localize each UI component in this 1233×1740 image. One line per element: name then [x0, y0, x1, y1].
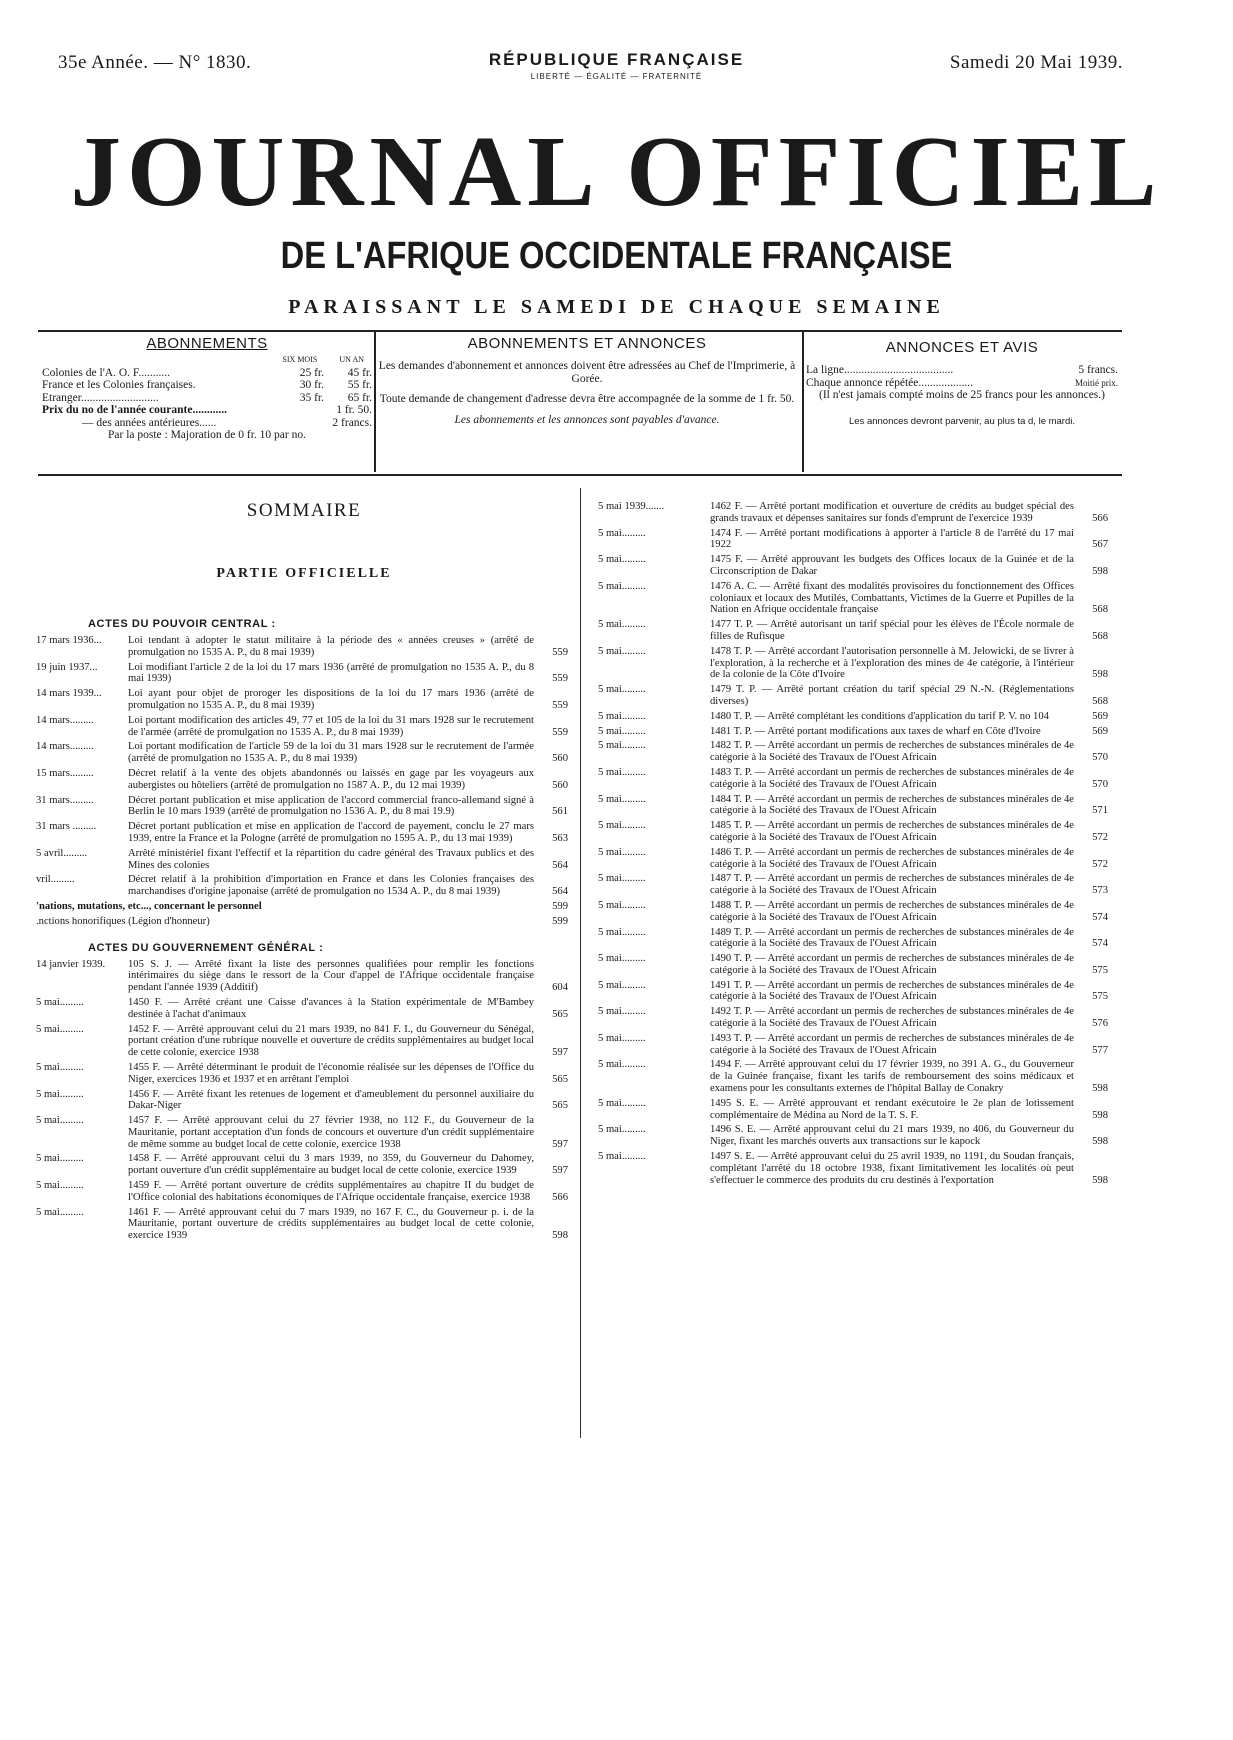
entry-text: Loi tendant à adopter le statut militaire à la période des « années creuses » (arrêté de promulgation no 1535 A. P., du 8 mai 1939)	[128, 635, 534, 658]
abonnement-un-an: 45 fr.	[347, 366, 372, 379]
entry-date: 5 mai.........	[598, 1124, 646, 1136]
entry-date: 5 mai.........	[36, 1115, 84, 1127]
entry-page: 573	[1092, 885, 1108, 897]
entry-text: Décret portant publication et mise en application de l'accord de payement, conclu le 27 mars 1939, entre la France et la Pologne (arrêté de promulgation no 1595 A. P., du 13 mai 1939)	[128, 821, 534, 844]
sommaire-entry	[36, 1062, 568, 1086]
entry-text: 1462 F. — Arrêté portant modification et ouverture de crédits au budget spécial des grands travaux et dépenses sanitaires sur fonds d'emprunt de l'exercice 1939	[710, 501, 1074, 524]
entry-text: 105 S. J. — Arrêté fixant la liste des personnes qualifiées pour remplir les fonctions intérimaires du siège dans le ressort de la Cour d'appel de l'Afrique occidentale française pendant l'année 1939 (Additif)	[128, 958, 534, 994]
entry-page: 559	[552, 699, 568, 711]
entry-date: 5 mai.........	[36, 1153, 84, 1165]
entry-date: 5 mai.........	[598, 580, 646, 592]
sommaire-entry	[598, 794, 1108, 818]
abon-annonces-text: Toute demande de changement d'adresse devra être accompagnée de la somme de 1 fr. 50.	[379, 393, 795, 405]
arretes-list	[598, 501, 1108, 1186]
sommaire-entry	[598, 1033, 1108, 1057]
entry-date: 5 mai.........	[598, 684, 646, 696]
entry-page: 559	[552, 673, 568, 685]
entry-page: 598	[1092, 1109, 1108, 1121]
entry-date: 14 janvier 1939.	[36, 958, 106, 970]
entry-page: 604	[552, 982, 568, 994]
entry-text: 1491 T. P. — Arrêté accordant un permis de recherches de substances minérales de 4e catégorie à la Société des Travaux de l'Ouest Africain	[710, 979, 1074, 1003]
sommaire-entry	[598, 619, 1108, 643]
entry-text: 1489 T. P. — Arrêté accordant un permis de recherches de substances minérales de 4e catégorie à la Société des Travaux de l'Ouest Africain	[710, 926, 1074, 950]
entry-date: vril.........	[36, 874, 75, 886]
entry-date: 5 mai.........	[598, 619, 646, 631]
entry-date: 5 avril.........	[36, 847, 88, 859]
entry-page: 575	[1092, 964, 1108, 976]
sommaire-entry	[598, 900, 1108, 924]
sommaire-entry	[36, 997, 568, 1021]
journal-subtitle: DE L'AFRIQUE OCCIDENTALE FRANÇAISE	[280, 235, 953, 277]
issue-date: Samedi 20 Mai 1939.	[949, 52, 1123, 73]
entry-date: 5 mai.........	[598, 1151, 646, 1163]
entry-page: 566	[552, 1191, 568, 1203]
entry-date: 5 mai.........	[36, 1180, 84, 1192]
entry-date: 5 mai.........	[36, 1023, 84, 1035]
sommaire-entry	[598, 1059, 1108, 1094]
entry-page: 572	[1092, 858, 1108, 870]
sommaire-entry	[36, 741, 568, 765]
abonnement-label: France et les Colonies françaises.	[42, 379, 196, 391]
box-divider	[374, 332, 376, 472]
republic-name: RÉPUBLIQUE FRANÇAISE	[488, 50, 745, 69]
entry-page: 564	[552, 886, 568, 898]
sommaire-entry	[36, 662, 568, 686]
abonnement-six-mois: 30 fr.	[299, 379, 324, 391]
sommaire-entry	[598, 554, 1108, 578]
sommaire-entry	[598, 927, 1108, 951]
entry-date: 5 mai.........	[598, 926, 646, 938]
entry-date: 5 mai.........	[598, 846, 646, 858]
sommaire-entry	[598, 820, 1108, 844]
sommaire-entry	[36, 874, 568, 898]
entry-text: 1495 S. E. — Arrêté approuvant et rendant exécutoire le 2e plan de lotissement complémentaire de Médina au Nord de la T. S. F.	[710, 1097, 1074, 1121]
entry-page: 568	[1092, 695, 1108, 707]
entry-text: 1492 T. P. — Arrêté accordant un permis de recherches de substances minérales de 4e catégorie à la Société des Travaux de l'Ouest Africain	[710, 1006, 1074, 1030]
entry-text: Loi modifiant l'article 2 de la loi du 17 mars 1936 (arrêté de promulgation no 1535 A. P., du 8 mai 1939)	[128, 661, 534, 685]
entry-text: 1488 T. P. — Arrêté accordant un permis de recherches de substances minérales de 4e catégorie à la Société des Travaux de l'Ouest Africain	[710, 899, 1074, 923]
entry-date: 5 mai.........	[598, 740, 646, 752]
sommaire-entry	[598, 980, 1108, 1004]
entry-text: 1496 S. E. — Arrêté approuvant celui du 21 mars 1939, no 406, du Gouverneur du Niger, fixant les marchés ouverts aux transactions sur le kapock	[710, 1124, 1074, 1148]
entry-page: 598	[1092, 669, 1108, 681]
entry-date: 5 mai.........	[598, 554, 646, 566]
sommaire-entry	[36, 848, 568, 872]
entry-date: 31 mars .........	[36, 821, 97, 833]
entry-date: 5 mai.........	[598, 1097, 646, 1109]
entry-date: 5 mai.........	[598, 710, 646, 722]
sommaire-entry	[598, 528, 1108, 552]
entry-page: 560	[552, 753, 568, 765]
abonnement-six-mois: 25 fr.	[299, 366, 324, 379]
journal-tagline: PARAISSANT LE SAMEDI DE CHAQUE SEMAINE	[288, 296, 945, 318]
poste-note: Par la poste : Majoration de 0 fr. 10 par no.	[107, 429, 306, 441]
entry-date: 14 mars 1939...	[36, 688, 102, 700]
sommaire-entry	[598, 1151, 1108, 1186]
entry-date: 5 mai.........	[598, 953, 646, 965]
column-divider	[580, 488, 581, 1438]
entry-date: 5 mai.........	[36, 1088, 84, 1100]
partie-officielle-title: PARTIE OFFICIELLE	[216, 566, 392, 581]
abon-annonces-text: Les abonnements et les annonces sont payables d'avance.	[454, 413, 720, 426]
entry-text: 1474 F. — Arrêté portant modifications à apporter à l'article 8 de l'arrêté du 17 mai 1922	[710, 527, 1074, 551]
entry-page: 559	[552, 726, 568, 738]
sommaire-entry	[36, 959, 568, 994]
abonnement-label: Etranger...........................	[42, 391, 159, 404]
entry-text: 1476 A. C. — Arrêté fixant des modalités provisoires du fonctionnement des Offices coloniaux et locaux des Mutilés, Combattants, Victimes de la Guerre et Pupilles de la Nation en Afrique occidentale française	[710, 580, 1074, 616]
entry-date: 5 mai.........	[598, 979, 646, 991]
entry-text: 1457 F. — Arrêté approuvant celui du 27 février 1938, no 112 F., du Gouverneur de la Mauritanie, portant acceptation d'un fonds de concours et ouverture d'un crédit supplémentaire de même somme au budget local de cette colonie, exercice 1938	[128, 1115, 534, 1150]
entry-text: Décret relatif à la vente des objets abandonnés ou laissés en gage par les voyageurs aux aubergistes ou hôteliers (arrêté de promulgation no 1587 A. P., du 12 mai 1939)	[128, 767, 534, 791]
sommaire-title: SOMMAIRE	[246, 500, 362, 521]
sommaire-entry	[36, 635, 568, 659]
abonnements-annonces-heading: ABONNEMENTS ET ANNONCES	[467, 335, 707, 352]
sommaire-entry	[36, 1180, 568, 1204]
abonnements-table	[42, 367, 372, 405]
sommaire-entry	[36, 1153, 568, 1177]
entry-date: 5 mai.........	[36, 1061, 84, 1073]
entry-text: Arrêté ministériel fixant l'effectif et la répartition du cadre général des Travaux publics et des Mines des colonies	[128, 847, 534, 871]
entry-text: 1497 S. E. — Arrêté approuvant celui du 25 avril 1939, no 1191, du Soudan français, complétant l'arrêté du 18 octobre 1938, fixant limitativement les localités où peut s'effectuer le commerce des produits du cru destinés à l'exportation	[710, 1151, 1074, 1186]
entry-page: 598	[1092, 1136, 1108, 1148]
entry-page: 598	[552, 1230, 568, 1242]
entry-page: 559	[552, 646, 568, 658]
journal-title: JOURNAL OFFICIEL	[70, 115, 1163, 227]
entry-date: 31 mars.........	[36, 794, 94, 806]
abonnement-un-an: 55 fr.	[347, 379, 372, 391]
entry-page: 565	[552, 1100, 568, 1112]
section-heading: ACTES DU POUVOIR CENTRAL :	[88, 618, 276, 630]
entry-date: 5 mai.........	[598, 1032, 646, 1044]
entry-page: 597	[552, 1165, 568, 1177]
entry-text: Loi portant modification des articles 49, 77 et 105 de la loi du 31 mars 1928 sur le recrutement de l'armée (arrêté de promulgation no 1535 A. P., du 8 mai 1939)	[128, 714, 534, 738]
entry-page: 574	[1092, 938, 1108, 950]
box-divider	[802, 332, 804, 472]
pouvoir-central-list	[36, 635, 568, 898]
entry-text: 1494 F. — Arrêté approuvant celui du 17 février 1939, no 391 A. G., du Gouverneur de la Guinée française, fixant les tarifs de remboursement des soins médicaux et examens pour les consultants externes de l'hôpital Ballay de Conakry	[710, 1059, 1074, 1095]
entry-date: 5 mai.........	[598, 873, 646, 885]
sommaire-entry	[598, 1098, 1108, 1122]
entry-page: 571	[1092, 805, 1108, 817]
entry-page: 598	[1092, 1083, 1108, 1095]
entry-page: 567	[1092, 539, 1108, 551]
entry-date: 5 mai.........	[598, 899, 646, 911]
entry-date: 15 mars.........	[36, 767, 94, 779]
entry-text: 1461 F. — Arrêté approuvant celui du 7 mars 1939, no 167 F. C., du Gouverneur p. i. de la Mauritanie, portant ouverture de crédits supplémentaires au budget local de cette colonie, exercice 1939	[128, 1206, 534, 1242]
entry-date: 14 mars.........	[36, 741, 94, 753]
abonnements-heading: ABONNEMENTS	[146, 335, 268, 352]
entry-date: 5 mai.........	[598, 793, 646, 805]
entry-date: 5 mai.........	[598, 645, 646, 657]
col-un-an: UN AN	[339, 355, 364, 364]
tarif-note: (Il n'est jamais compté moins de 25 francs pour les annonces.)	[819, 389, 1105, 401]
entry-page: 570	[1092, 752, 1108, 764]
sommaire-entry	[36, 1207, 568, 1242]
entry-text: 1484 T. P. — Arrêté accordant un permis de recherches de substances minérales de 4e catégorie à la Société des Travaux de l'Ouest Africain	[710, 793, 1074, 817]
abonnements-panel	[42, 335, 372, 442]
entry-date: 5 mai.........	[598, 1059, 646, 1071]
entry-text: 1475 F. — Arrêté approuvant les budgets des Offices locaux de la Guinée et de la Circonscription de Dakar	[710, 554, 1074, 577]
sommaire-entry	[36, 1089, 568, 1113]
entry-page: 568	[1092, 630, 1108, 642]
entry-date: 5 mai 1939.......	[598, 501, 665, 512]
entry-date: 5 mai.........	[598, 725, 646, 737]
sommaire-entry	[598, 646, 1108, 681]
entry-date: 19 juin 1937...	[36, 661, 98, 673]
col-six-mois: SIX MOIS	[282, 355, 318, 364]
entry-page: 569	[1092, 725, 1108, 737]
entry-page: 565	[552, 1073, 568, 1085]
delai-note: Les annonces devront parvenir, au plus ta d, le mardi.	[848, 415, 1076, 427]
sommaire-entry	[598, 581, 1108, 616]
left-column	[36, 618, 568, 1245]
sommaire-entry	[598, 501, 1108, 525]
entry-text: 1487 T. P. — Arrêté accordant un permis de recherches de substances minérales de 4e catégorie à la Société des Travaux de l'Ouest Africain	[710, 873, 1074, 897]
right-column	[598, 501, 1108, 1189]
prix-row: — des années antérieures...... 2 francs.	[82, 416, 372, 429]
prix-row: Prix du no de l'année courante............ 1 fr. 50.	[42, 404, 372, 416]
abonnement-row	[42, 392, 372, 405]
list-item: 'nations, mutations, etc..., concernant le personnel 599	[36, 900, 568, 912]
abonnement-row	[42, 367, 372, 380]
abonnement-six-mois: 35 fr.	[299, 391, 324, 404]
entry-page: 576	[1092, 1018, 1108, 1030]
entry-page: 598	[1092, 1174, 1108, 1186]
sommaire-entry	[36, 1115, 568, 1150]
list-item: .nctions honorifiques (Légion d'honneur) 599	[36, 915, 568, 927]
abonnement-label: Colonies de l'A. O. F...........	[42, 366, 170, 379]
entry-text: 1482 T. P. — Arrêté accordant un permis de recherches de substances minérales de 4e catégorie à la Société des Travaux de l'Ouest Africain	[710, 740, 1074, 764]
entry-text: 1452 F. — Arrêté approuvant celui du 21 mars 1939, no 841 F. I., du Gouverneur du Sénégal, portant création d'une rubrique nouvelle et ouverture de crédits supplémentaires au budget local de cette colonie, exercice 1938	[128, 1023, 534, 1059]
sommaire-entry	[598, 873, 1108, 897]
entry-page: 565	[552, 1008, 568, 1020]
entry-page: 569	[1092, 710, 1108, 722]
abonnement-un-an: 65 fr.	[347, 391, 372, 404]
entry-page: 575	[1092, 991, 1108, 1003]
sommaire-entry	[598, 711, 1108, 723]
entry-page: 566	[1092, 512, 1108, 524]
entry-page: 563	[552, 832, 568, 844]
entry-date: 5 mai.........	[598, 766, 646, 778]
entry-page: 598	[1092, 565, 1108, 577]
entry-page: 560	[552, 779, 568, 791]
sommaire-entry	[36, 768, 568, 792]
entry-text: 1478 T. P. — Arrêté accordant l'autorisation personnelle à M. Jelowicki, de se livrer à l'exploration, à la recherche et à l'exploration des mines de 4e catégorie, à l'intérieur de la colonie de la Côte d'Ivoire	[710, 645, 1074, 681]
entry-date: 14 mars.........	[36, 714, 94, 726]
entry-text: 1493 T. P. — Arrêté accordant un permis de recherches de substances minérales de 4e catégorie à la Société des Travaux de l'Ouest Africain	[710, 1032, 1074, 1056]
sommaire-entry	[36, 1024, 568, 1059]
abon-annonces-text: Les demandes d'abonnement et annonces doivent être adressées au Chef de l'Imprimerie, à Gorée.	[378, 360, 796, 385]
entry-text: 1450 F. — Arrêté créant une Caisse d'avances à la Station expérimentale de M'Bambey destinée à l'achat d'animaux	[128, 996, 534, 1020]
entry-text: 1458 F. — Arrêté approuvant celui du 3 mars 1939, no 359, du Gouverneur du Dahomey, portant ouverture d'un crédit supplémentaire au budget local de cette colonie, exercice 1939	[128, 1153, 534, 1177]
entry-page: 574	[1092, 911, 1108, 923]
entry-date: 5 mai.........	[598, 527, 646, 539]
sommaire-entry	[598, 684, 1108, 708]
entry-page: 561	[552, 806, 568, 818]
annonces-avis-panel	[806, 335, 1118, 428]
sommaire-entry	[36, 821, 568, 845]
annonces-avis-heading: ANNONCES ET AVIS	[885, 339, 1039, 356]
entry-text: 1459 F. — Arrêté portant ouverture de crédits supplémentaires au chapitre II du budget de l'Office colonial des habitations économiques de l'Afrique occidentale française, exercice 1938	[128, 1180, 534, 1203]
entry-text: 1485 T. P. — Arrêté accordant un permis de recherches de substances minérales de 4e catégorie à la Société des Travaux de l'Ouest Africain	[710, 820, 1074, 843]
abonnements-annonces-panel	[378, 335, 796, 426]
entry-text: Décret relatif à la prohibition d'importation en France et dans les Colonies françaises des marchandises d'origine japonaise (arrêté de promulgation no 1534 A. P., du 8 mai 1939)	[128, 874, 534, 898]
entry-text: 1483 T. P. — Arrêté accordant un permis de recherches de substances minérales de 4e catégorie à la Société des Travaux de l'Ouest Africain	[710, 766, 1074, 790]
entry-text: 1477 T. P. — Arrêté autorisant un tarif spécial pour les élèves de l'École normale de filles de Rufisque	[710, 619, 1074, 642]
entry-date: 5 mai.........	[36, 1206, 84, 1218]
gouvernement-general-list	[36, 959, 568, 1243]
tarif-row: La ligne...................................... 5 francs.	[806, 364, 1118, 376]
entry-date: 17 mars 1936...	[36, 635, 102, 646]
sommaire-entry	[36, 688, 568, 712]
entry-page: 597	[552, 1047, 568, 1059]
sommaire-entry	[598, 726, 1108, 738]
entry-page: 597	[552, 1138, 568, 1150]
entry-text: Loi portant modification de l'article 59 de la loi du 31 mars 1928 sur le recrutement de l'armée (arrêté de promulgation no 1535 A. P., du 8 mai 1939)	[128, 741, 534, 765]
entry-page: 570	[1092, 778, 1108, 790]
sommaire-entry	[36, 795, 568, 819]
sommaire-entry	[598, 953, 1108, 977]
tarif-row: Chaque annonce répétée................... Moitié prix.	[806, 376, 1118, 389]
entry-text: 1480 T. P. — Arrêté complétant les conditions d'application du tarif P. V. no 104	[710, 710, 1049, 722]
entry-text: Décret portant publication et mise application de l'accord commercial franco-allemand signé à Berlin le 10 mars 1939 (arrêté de promulgation no 1536 A. P., du 8 mai 19.9)	[128, 794, 534, 818]
entry-date: 5 mai.........	[36, 996, 84, 1008]
entry-text: Loi ayant pour objet de proroger les dispositions de la loi du 17 mars 1936 (arrêté de promulgation no 1535 A. P., du 8 mai 1939)	[128, 688, 534, 711]
entry-page: 572	[1092, 831, 1108, 843]
entry-text: 1486 T. P. — Arrêté accordant un permis de recherches de substances minérales de 4e catégorie à la Société des Travaux de l'Ouest Africain	[710, 846, 1074, 870]
sommaire-entry	[598, 1006, 1108, 1030]
sommaire-entry	[598, 740, 1108, 764]
entry-date: 5 mai.........	[598, 820, 646, 832]
entry-text: 1455 F. — Arrêté déterminant le produit de l'économie réalisée sur les dépenses de l'Office du Niger, exercices 1936 et 1937 et en arrêtant l'emploi	[128, 1061, 534, 1085]
entry-page: 568	[1092, 604, 1108, 616]
entry-text: 1456 F. — Arrêté fixant les retenues de logement et d'ameublement du personnel auxiliaire du Dakar-Niger	[128, 1088, 534, 1112]
section-heading: ACTES DU GOUVERNEMENT GÉNÉRAL :	[88, 941, 324, 954]
entry-page: 564	[552, 859, 568, 871]
republic-motto: LIBERTÉ — ÉGALITÉ — FRATERNITÉ	[530, 72, 703, 81]
entry-text: 1481 T. P. — Arrêté portant modifications aux taxes de wharf en Côte d'Ivoire	[710, 725, 1041, 737]
sommaire-entry	[36, 715, 568, 739]
issue-number: 35e Année. — N° 1830.	[58, 52, 252, 73]
abonnement-row	[42, 379, 372, 392]
entry-page: 577	[1092, 1044, 1108, 1056]
sommaire-entry	[598, 1124, 1108, 1148]
entry-text: 1479 T. P. — Arrêté portant création du tarif spécial 29 N.-N. (Réglementations diverses)	[710, 684, 1074, 707]
entry-date: 5 mai.........	[598, 1006, 646, 1018]
entry-text: 1490 T. P. — Arrêté accordant un permis de recherches de substances minérales de 4e catégorie à la Société des Travaux de l'Ouest Africain	[710, 953, 1074, 976]
sommaire-entry	[598, 767, 1108, 791]
sommaire-entry	[598, 847, 1108, 871]
